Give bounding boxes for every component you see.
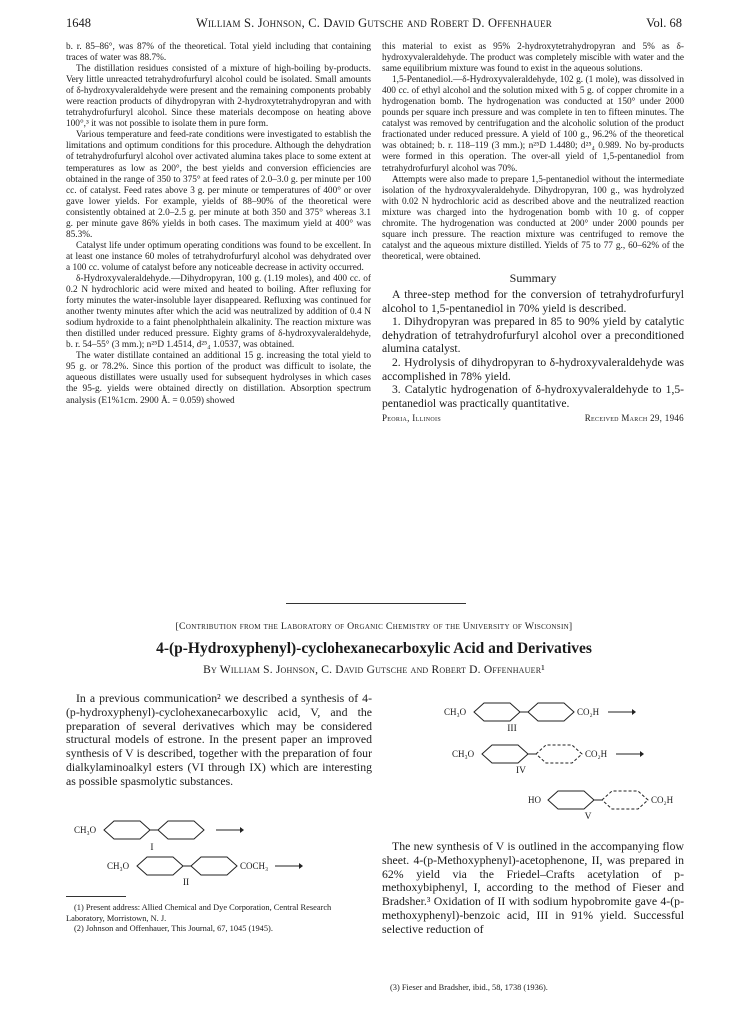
paragraph: Catalyst life under optimum operating conditions was found to be excellent. In at least one instance 60 moles of tetrahydrofurfuryl alcohol was dehydrated over a 100 cc. volume of catalyst before any noticeable decrease in activity occurred. xyxy=(66,240,371,273)
paragraph: In a previous communication² we described a synthesis of 4-(p-hydroxyphenyl)-cyclohexanecarboxylic acid, V, and the preparation of several derivatives which may be considered structural models of estrone. In the present paper an improved synthesis of V is described, together with the preparation of four dialkylaminoalkyl esters (VI through IX) which are interesting as possible spasmolytic substances. xyxy=(66,691,372,788)
structure-right-group: CO₂H xyxy=(577,707,600,717)
intro-left-text xyxy=(66,692,372,789)
footnote-right xyxy=(382,983,684,993)
structure-left-group: HO xyxy=(528,795,541,805)
structure-left-group: CH₃O xyxy=(452,749,475,759)
arrow-icon xyxy=(216,826,244,834)
received-date: Received March 29, 1946 xyxy=(584,413,684,424)
location: Peoria, Illinois xyxy=(382,413,441,424)
structure-right-group: CO₂H xyxy=(651,795,674,805)
arrow-icon xyxy=(608,708,636,716)
paragraph: this material to exist as 95% 2-hydroxytetrahydropyran and 5% as δ-hydroxyvaleraldehyde. The product was completely miscible with water and the same equilibrium mixture was found to exist in the aqueous solutions. xyxy=(382,42,684,75)
summary-paragraph: 1. Dihydropyran was prepared in 85 to 90% yield by catalytic dehydration of tetrahydrofurfuryl alcohol over a preconditioned alumina catalyst. xyxy=(382,315,684,356)
structure-right-group: CO₂H xyxy=(585,749,608,759)
biphenyl-rings-icon xyxy=(472,700,582,724)
biphenyl-rings-icon xyxy=(135,854,245,878)
arrow-icon xyxy=(616,750,644,758)
footnotes-left xyxy=(66,903,372,935)
compound-label: II xyxy=(182,878,190,888)
summary-text xyxy=(382,288,684,410)
left-column-text xyxy=(66,42,371,407)
structure-left-group: CH₃O xyxy=(107,861,130,871)
summary-heading: Summary xyxy=(509,270,557,285)
phenyl-cyclohexyl-rings-icon xyxy=(480,742,590,766)
page-number: 1648 xyxy=(66,16,91,30)
arrow-icon xyxy=(275,862,303,870)
intro-right-text xyxy=(382,840,684,937)
compound-label: III xyxy=(507,724,517,734)
footnote: (3) Fieser and Bradsher, ibid., 58, 1738 (1936). xyxy=(390,983,548,992)
structure-left-group: CH₃O xyxy=(74,825,97,835)
right-column-text xyxy=(382,42,684,424)
header-authors: William S. Johnson, C. David Gutsche and Robert D. Offenhauer xyxy=(195,16,553,30)
running-header xyxy=(66,16,682,32)
compound-label: V xyxy=(584,812,592,822)
summary-paragraph: A three-step method for the conversion of tetrahydrofurfuryl alcohol to 1,5-pentanediol in 70% yield is described. xyxy=(382,287,684,315)
compound-label: IV xyxy=(515,766,527,776)
biphenyl-rings-icon xyxy=(102,818,212,842)
article-byline: By William S. Johnson, C. David Gutsche and Robert D. Offenhauer¹ xyxy=(203,664,545,676)
footnote: (2) Johnson and Offenhauer, This Journal, 67, 1045 (1945). xyxy=(74,924,273,933)
structure-left-group: CH₃O xyxy=(444,707,467,717)
footnote-divider xyxy=(66,896,126,897)
volume-label: Vol. 68 xyxy=(646,16,682,30)
article-title: 4-(p-Hydroxyphenyl)-cyclohexanecarboxylic Acid and Derivatives xyxy=(156,640,592,657)
compound-label: I xyxy=(150,843,154,853)
phenyl-cyclohexyl-rings-icon xyxy=(546,788,656,812)
contribution-line: [Contribution from the Laboratory of Organic Chemistry of the University of Wisconsin] xyxy=(175,621,573,632)
summary-paragraph: 2. Hydrolysis of dihydropyran to δ-hydroxyvaleraldehyde was accomplished in 78% yield. xyxy=(382,355,684,383)
paragraph: b. r. 85–86°, was 87% of the theoretical. Total yield including that containing traces of water was 88.7%. xyxy=(66,42,371,64)
section-divider xyxy=(286,603,466,604)
paragraph: The new synthesis of V is outlined in the accompanying flow sheet. 4-(p-Methoxyphenyl)-acetophenone, II, was prepared in 62% yield via the Friedel–Crafts acetylation of p-methoxybiphenyl, I, according to the method of Fieser and Bradsher.³ Oxidation of II with sodium hypobromite gave 4-(p-methoxyphenyl)-benzoic acid, III in 91% yield. Successful selective reduction of xyxy=(382,839,684,936)
structure-right-group: COCH₃ xyxy=(240,861,269,871)
paragraph: The water distillate contained an additional 15 g. increasing the total yield to 95 g. or 78.2%. Since this portion of the product was difficult to isolate, the aqueous distillates were usually used for subsequent hydrolyses in which cases the 95-g. yields were obtained directly on distillation. Absorption spectrum analysis (E1%1cm. 2900 Å. = 0.059) showed xyxy=(66,351,371,406)
paragraph: Attempts were also made to prepare 1,5-pentanediol without the intermediate isolation of the hydroxyvaleraldehyde. Dihydropyran, 100 g., was hydrolyzed with 0.02 N hydrochloric acid as described above and the neutralized reaction mixture was charged into the hydrogenation bomb with 10 g. of copper chromite. The hydrogenation was conducted at 200° under 2000 pounds per square inch pressure. The reaction mixture was centrifuged to remove the catalyst and the aqueous mixture distilled. Yields of 75 to 77 g., 60–62% of the theoretical, were obtained. xyxy=(382,174,684,262)
paragraph: 1,5-Pentanediol.—δ-Hydroxyvaleraldehyde, 102 g. (1 mole), was dissolved in 400 cc. of ethyl alcohol and the solution mixed with 5 g. of copper chromite in a hydrogenation bomb. The hydrogenation was conducted at 150° under 2000 pounds per square inch pressure and was complete in ten to fifteen minutes. The catalyst was removed by centrifugation and the alcoholic solution of the product fractionated under reduced pressure. A yield of 100 g., 96.2% of the theoretical was obtained; b. r. 118–119 (3 mm.); n²⁵D 1.4480; d²⁵₄ 0.989. No by-products were formed in this operation. The over-all yield of 1,5-pentanediol from tetrahydrofurfuryl alcohol was 70%. xyxy=(382,75,684,174)
signature-line xyxy=(382,413,684,424)
paragraph: The distillation residues consisted of a mixture of high-boiling by-products. Very little unreacted tetrahydrofurfuryl alcohol could be isolated. Small amounts of δ-hydroxyvaleraldehyde were present and the remaining components probably were reaction products of dihydropyran with 2-hydroxytetrahydropyran and with tetrahydrofurfuryl alcohol. Since these materials decompose on heating above 100°,³ it was not possible to isolate them in pure form. xyxy=(66,64,371,130)
paragraph: Various temperature and feed-rate conditions were investigated to establish the limitations and optimum conditions for this procedure. Although the dehydration of tetrahydrofurfuryl alcohol over activated alumina takes place to some extent at temperatures as low as 200°, the best yields and conversion efficiencies are obtained in the range of 350 to 375° at feed rates of 2.0–3.0 g. per minute per 100 cc. of catalyst. Feed rates above 3 g. per minute or temperatures of 400° or over gave lower yields. For example, yields of 88–90% of the theoretical were consistently obtained at 2.0–2.5 g. per minute at both 350 and 375° whereas 3.1 g. per minute gave 86% yields in both cases. The maximum yield at 400° was 85.3%. xyxy=(66,130,371,240)
footnote: (1) Present address: Allied Chemical and Dye Corporation, Central Research Laboratory, Morristown, N. J. xyxy=(66,903,332,923)
summary-paragraph: 3. Catalytic hydrogenation of δ-hydroxyvaleraldehyde to 1,5-pentanediol was practically quantitative. xyxy=(382,383,684,410)
paragraph: δ-Hydroxyvaleraldehyde.—Dihydropyran, 100 g. (1.19 moles), and 400 cc. of 0.2 N hydrochloric acid were mixed and heated to boiling. After refluxing for forty minutes the water-insoluble layer disappeared. Refluxing was continued for another twenty minutes after which the acid was neutralized by addition of 0.4 N sodium hydroxide to a faint phenolphthalein alkalinity. The reaction mixture was then distilled under reduced pressure. Eighty grams of δ-hydroxyvaleraldehyde, b. r. 54–55° (3 mm.); n²⁵D 1.4514, d²⁵₄ 1.0537, was obtained. xyxy=(66,273,371,351)
